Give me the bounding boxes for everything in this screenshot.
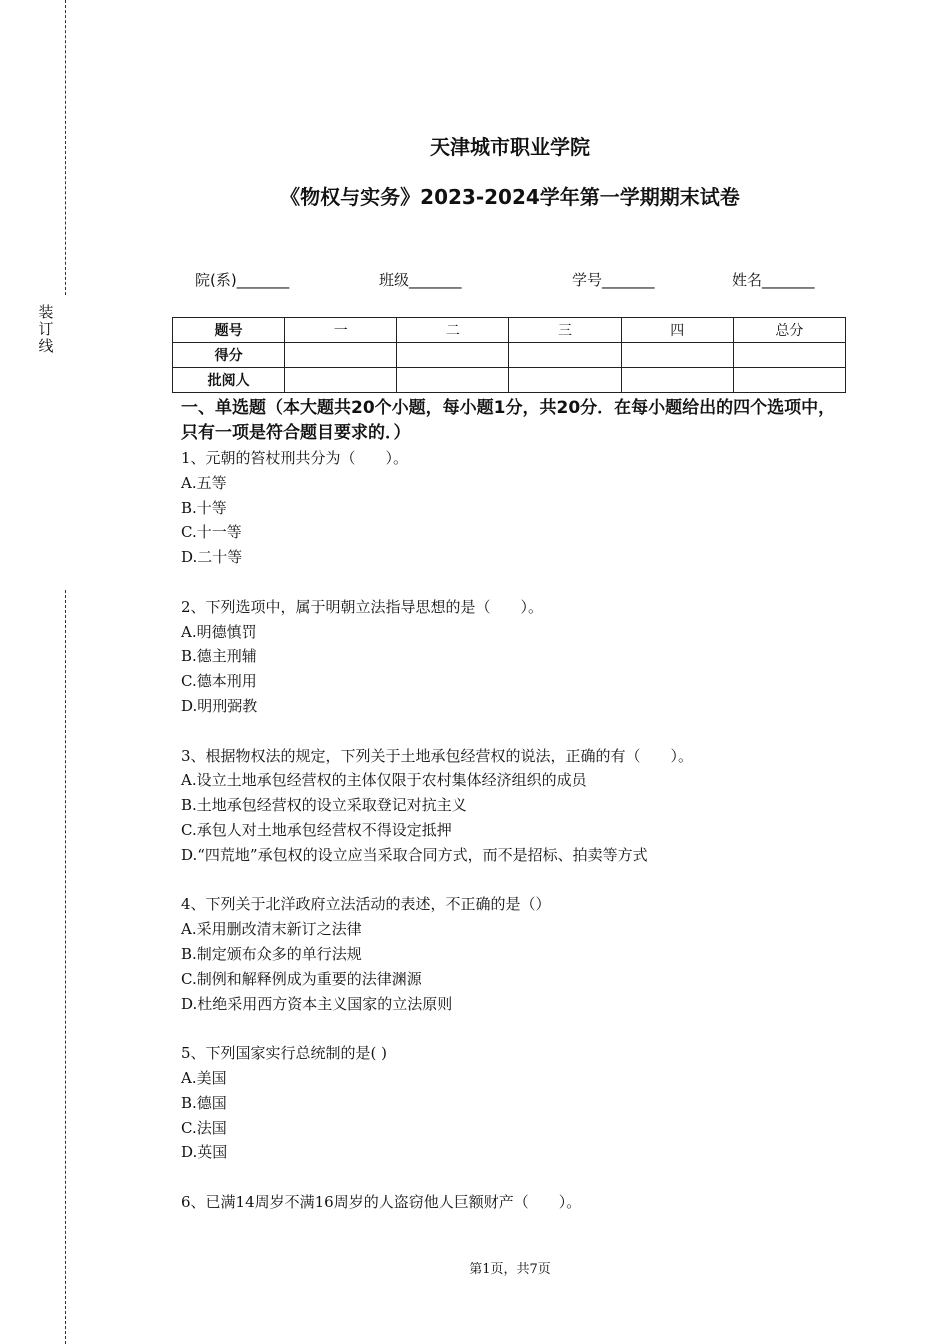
question-2	[181, 595, 881, 719]
grader-cell[interactable]	[397, 368, 509, 393]
school-name: 天津城市职业学院	[430, 135, 590, 159]
student-info-row	[0, 269, 950, 291]
question-3	[181, 744, 881, 868]
binding-char: 订	[38, 320, 54, 338]
score-cell[interactable]	[621, 343, 733, 368]
option-b: B.制定颁布众多的单行法规	[181, 944, 362, 963]
column-header: 三	[509, 318, 621, 343]
option-a: A.美国	[181, 1068, 227, 1087]
class-field[interactable]: 班级_______	[379, 271, 462, 289]
column-header: 总分	[733, 318, 845, 343]
option-d: D.二十等	[181, 548, 243, 567]
option-d: D.明刑弼教	[181, 696, 258, 715]
binding-char: 线	[38, 337, 54, 355]
option-a: A.明德慎罚	[181, 622, 257, 641]
option-b: B.德国	[181, 1093, 227, 1112]
grader-cell[interactable]	[733, 368, 845, 393]
exam-title: 《物权与实务》2023-2024学年第一学期期末试卷	[280, 185, 740, 209]
score-row	[173, 343, 846, 368]
binding-label	[36, 304, 56, 355]
option-c: C.承包人对土地承包经营权不得设定抵押	[181, 820, 452, 839]
option-b: B.土地承包经营权的设立采取登记对抗主义	[181, 796, 467, 815]
grader-cell[interactable]	[621, 368, 733, 393]
score-table-header-row	[173, 318, 846, 343]
column-header: 一	[285, 318, 397, 343]
question-6	[181, 1190, 881, 1215]
question-text: 4、下列关于北洋政府立法活动的表述，不正确的是（）	[181, 895, 551, 914]
option-a: A.采用删改清末新订之法律	[181, 920, 362, 939]
question-4	[181, 892, 881, 1016]
score-cell[interactable]	[733, 343, 845, 368]
question-text: 1、元朝的笞杖刑共分为（ ）。	[181, 449, 409, 467]
option-c: C.法国	[181, 1118, 227, 1137]
question-1	[181, 446, 881, 570]
option-d: D.“四荒地”承包权的设立应当采取合同方式，而不是招标、拍卖等方式	[181, 845, 648, 864]
grader-cell[interactable]	[285, 368, 397, 393]
option-c: C.德本刑用	[181, 672, 257, 691]
question-text: 6、已满14周岁不满16周岁的人盗窃他人巨额财产（ ）。	[181, 1192, 582, 1211]
section-heading: 一、单选题（本大题共20个小题，每小题1分，共20分．在每小题给出的四个选项中，只有一项是符合题目要求的．）	[181, 398, 836, 443]
option-a: A.设立土地承包经营权的主体仅限于农村集体经济组织的成员	[181, 771, 587, 790]
column-header: 二	[397, 318, 509, 343]
option-d: D.杜绝采用西方资本主义国家的立法原则	[181, 994, 453, 1013]
question-list	[181, 446, 881, 1240]
grader-cell[interactable]	[509, 368, 621, 393]
option-c: C.十一等	[181, 523, 242, 542]
student-id-field[interactable]: 学号_______	[572, 271, 655, 289]
binding-dashed-line-bottom	[65, 590, 66, 1344]
question-text: 5、下列国家实行总统制的是( )	[181, 1044, 388, 1063]
question-text: 3、根据物权法的规定，下列关于土地承包经营权的说法，正确的有（ ）。	[181, 746, 694, 765]
option-b: B.十等	[181, 498, 227, 517]
option-b: B.德主刑辅	[181, 647, 257, 666]
page-footer: 第1页，共7页	[469, 1262, 551, 1277]
binding-char: 装	[38, 303, 54, 321]
option-c: C.制例和解释例成为重要的法律渊源	[181, 969, 422, 988]
score-cell[interactable]	[285, 343, 397, 368]
option-d: D.英国	[181, 1143, 228, 1162]
option-a: A.五等	[181, 473, 227, 492]
row-header: 得分	[173, 343, 285, 368]
score-table	[172, 317, 846, 393]
score-cell[interactable]	[509, 343, 621, 368]
column-header: 四	[621, 318, 733, 343]
department-field[interactable]: 院(系)_______	[195, 271, 290, 289]
name-field[interactable]: 姓名_______	[732, 271, 815, 289]
score-cell[interactable]	[397, 343, 509, 368]
row-header: 批阅人	[173, 368, 285, 393]
grader-row	[173, 368, 846, 393]
question-text: 2、下列选项中，属于明朝立法指导思想的是（ ）。	[181, 597, 544, 616]
question-5	[181, 1041, 881, 1165]
column-header: 题号	[173, 318, 285, 343]
